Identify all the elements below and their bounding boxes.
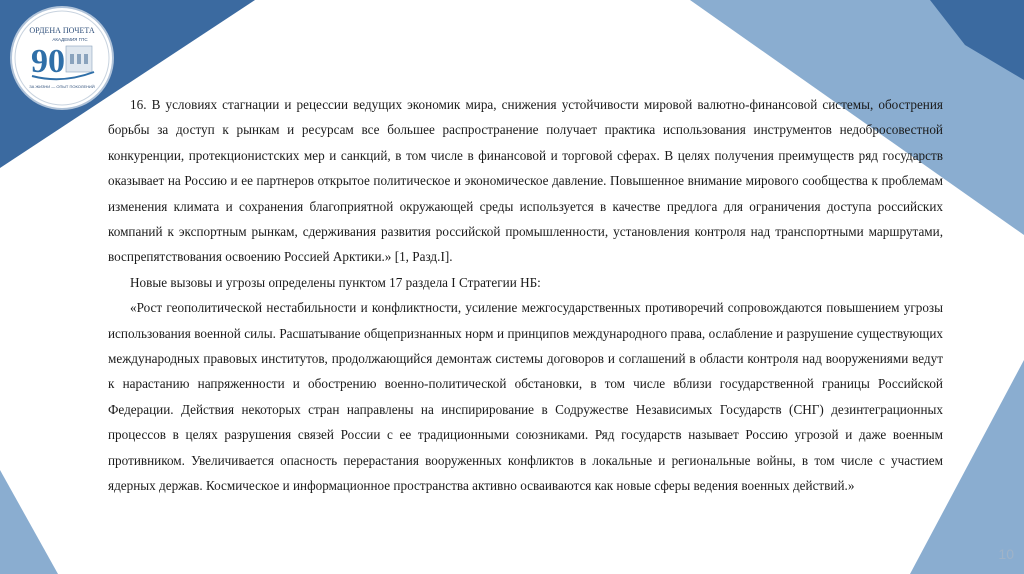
paragraph-item-16: 16. В условиях стагнации и рецессии ведущих экономик мира, снижения устойчивости мировой валютно-финансовой системы, обострения борьбы за доступ к рынкам и ресурсам все большее распространение получает практика использования инструментов недобросовестной конкуренции, протекционистских мер и санкций, в том числе в финансовой и торговой сферах. В целях получения преимуществ ряд государств оказывает на Россию и ее партнеров открытое политическое и экономическое давление. Повышенное внимание мирового сообщества к проблемам изменения климата и сохранения благоприятной окружающей среды используется в качестве предлога для ограничения доступа российских компаний к экспортным рынкам, сдерживания развития российской промышленности, установления контроля над транспортными маршрутами, воспрепятствования освоению Россией Арктики.» [1, Разд.I]. xyxy=(108,97,943,265)
logo-title-text: ОРДЕНА ПОЧЕТА xyxy=(29,26,95,35)
logo-emblem xyxy=(12,8,112,108)
academy-logo xyxy=(12,8,112,108)
document-body xyxy=(108,92,943,499)
bottom-left-light-triangle xyxy=(0,470,58,574)
paragraph-intro-threats: Новые вызовы и угрозы определены пунктом 17 раздела I Стратегии НБ: xyxy=(130,274,541,290)
logo-subtitle-text: АКАДЕМИЯ ГПС xyxy=(52,37,88,42)
paragraph-quote-item-17: «Рост геополитической нестабильности и конфликтности, усиление межгосударственных противоречий сопровождаются повышением угрозы использования военной силы. Расшатывание общепризнанных норм и принципов международного права, ослабление и разрушение существующих международных правовых институтов, продолжающийся демонтаж системы договоров и соглашений в области контроля над вооружениями ведут к нарастанию напряженности и обострению военно-политической обстановки, в том числе вблизи государственной границы Российской Федерации. Действия некоторых стран направлены на инспирирование в Содружестве Независимых Государств (СНГ) дезинтеграционных процессов в целях разрушения связей России с ее традиционными союзниками. Ряд государств называет Россию угрозой и даже военным противником. Увеличивается опасность перерастания вооруженных конфликтов в локальные и региональные войны, в том числе с участием ядерных держав. Космическое и информационное пространства активно осваиваются как новые сферы ведения военных действий.» xyxy=(108,300,943,494)
logo-bottom-text: ЗА ЖИЗНИ — ОПЫТ ПОКОЛЕНИЙ xyxy=(29,84,95,89)
logo-number: 90 xyxy=(31,43,65,80)
page-number: 10 xyxy=(998,546,1014,562)
